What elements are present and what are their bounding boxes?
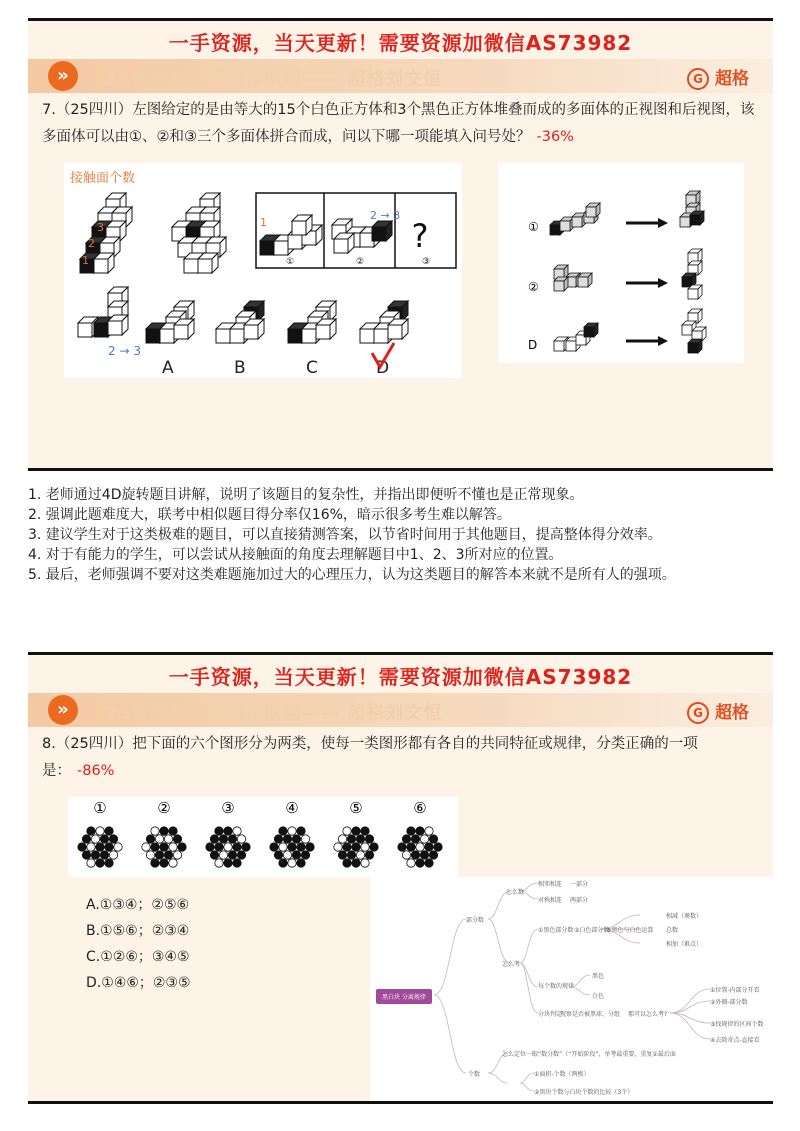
black-dot xyxy=(96,859,104,867)
black-dot xyxy=(274,835,282,843)
black-dot xyxy=(178,843,186,851)
chevron-right-icon: » xyxy=(48,61,78,91)
white-dot xyxy=(114,843,122,851)
figure-label: ⑥ xyxy=(413,799,427,817)
white-dot xyxy=(96,827,104,835)
black-dot xyxy=(283,835,291,843)
figure-label: ② xyxy=(157,799,171,817)
slide-header xyxy=(28,59,773,93)
black-dot xyxy=(416,827,424,835)
black-dot xyxy=(297,827,305,835)
original-arrow: 2 → 3 xyxy=(108,344,141,358)
row1-label: ① xyxy=(528,220,539,234)
black-dot xyxy=(151,859,159,867)
figure-label: ④ xyxy=(285,799,299,817)
black-dot xyxy=(402,835,410,843)
black-dot xyxy=(411,851,419,859)
answer-options xyxy=(86,892,191,996)
white-dot xyxy=(407,859,415,867)
slide-header-title: 25省考超大杯图推刷题—— 超格刘文恒 xyxy=(104,69,443,90)
white-dot xyxy=(233,827,241,835)
black-dot xyxy=(352,859,360,867)
option-d[interactable]: D.①④⑥；②③⑤ xyxy=(86,975,191,991)
black-dot xyxy=(420,851,428,859)
black-dot xyxy=(398,843,406,851)
option-b-figure xyxy=(216,301,264,343)
white-dot xyxy=(224,843,232,851)
white-dot xyxy=(416,843,424,851)
note-item: 3. 建议学生对于这类极难的题目，可以直接猜测答案，以节省时间用于其他题目，提高整体得分效率。 xyxy=(28,527,662,543)
black-dot xyxy=(151,843,159,851)
black-dot xyxy=(210,851,218,859)
back-view xyxy=(172,193,226,273)
black-dot xyxy=(361,827,369,835)
question-mark: ? xyxy=(411,217,429,255)
black-dot xyxy=(109,835,117,843)
white-dot xyxy=(142,843,150,851)
brand-logo: G 超格 xyxy=(687,698,749,724)
black-dot xyxy=(169,827,177,835)
black-dot xyxy=(292,835,300,843)
black-dot xyxy=(434,843,442,851)
slide-question-8 xyxy=(28,652,773,1104)
white-dot xyxy=(343,827,351,835)
black-dot xyxy=(210,835,218,843)
piece2-arrow: 2 → 3 xyxy=(370,209,401,222)
brand-logo: G 超格 xyxy=(687,64,749,90)
black-dot xyxy=(352,827,360,835)
black-dot xyxy=(100,835,108,843)
black-dot xyxy=(407,827,415,835)
white-dot xyxy=(164,835,172,843)
black-dot xyxy=(297,843,305,851)
black-dot xyxy=(160,827,168,835)
figure-label: ③ xyxy=(221,799,235,817)
slide-header-title: 25省考超大杯图推刷题—— 超格刘文恒 xyxy=(104,703,443,724)
black-dot xyxy=(233,843,241,851)
label-3: 3 xyxy=(97,221,104,234)
white-dot xyxy=(173,851,181,859)
black-dot xyxy=(411,835,419,843)
black-dot xyxy=(365,851,373,859)
chevron-right-icon: » xyxy=(48,695,78,725)
white-dot xyxy=(151,827,159,835)
black-dot xyxy=(347,851,355,859)
white-dot xyxy=(91,835,99,843)
option-d-label: D xyxy=(376,358,390,378)
brand-g-icon: G xyxy=(687,68,709,90)
white-dot xyxy=(146,851,154,859)
black-dot xyxy=(100,851,108,859)
black-dot xyxy=(407,843,415,851)
black-dot xyxy=(356,835,364,843)
annotation-contact-faces: 接触面个数 xyxy=(70,171,136,186)
option-c-figure xyxy=(288,301,336,343)
black-dot xyxy=(270,843,278,851)
white-dot xyxy=(283,851,291,859)
option-d-figure xyxy=(360,301,408,343)
svg-text:③: ③ xyxy=(421,257,431,267)
rowd-label: D xyxy=(528,338,538,352)
white-dot xyxy=(288,827,296,835)
white-dot xyxy=(215,859,223,867)
label-2: 2 xyxy=(88,237,95,250)
black-dot xyxy=(274,851,282,859)
black-dot xyxy=(242,843,250,851)
cube-drawings xyxy=(64,163,462,378)
black-dot xyxy=(215,827,223,835)
white-dot xyxy=(169,859,177,867)
option-b[interactable]: B.①⑤⑥；②③④ xyxy=(86,923,190,939)
white-dot xyxy=(420,835,428,843)
mind-map-root: 黑白块 分离规律 xyxy=(376,989,432,1004)
black-dot xyxy=(429,851,437,859)
black-dot xyxy=(365,835,373,843)
label-1: 1 xyxy=(82,254,89,267)
question-text: 8.（25四川）把下面的六个图形分为两类，使每一类图形都有各自的共同特征或规律，分类正确的一项是： -86% xyxy=(42,736,698,779)
decomposition-drawings xyxy=(498,163,744,363)
black-dot xyxy=(416,859,424,867)
black-dot xyxy=(105,827,113,835)
slide-question-7 xyxy=(28,18,773,471)
white-dot xyxy=(87,843,95,851)
black-dot xyxy=(425,843,433,851)
black-dot xyxy=(288,843,296,851)
white-dot xyxy=(425,827,433,835)
row2-label: ② xyxy=(528,280,539,294)
option-b-label: B xyxy=(234,358,246,378)
white-dot xyxy=(338,835,346,843)
black-dot xyxy=(160,859,168,867)
black-dot xyxy=(96,843,104,851)
promo-banner: 一手资源，当天更新！需要资源加微信AS73982 xyxy=(168,31,633,55)
question-text: 7.（25四川）左图给定的是由等大的15个白色正方体和3个黑色正方体堆叠而成的多面体的正视图和后视图，该多面体可以由①、②和③三个多面体拼合而成，问以下哪一项能填入问号处？ -36% xyxy=(42,102,755,145)
option-a-label: A xyxy=(162,358,174,378)
score-rate: -86% xyxy=(77,763,115,779)
white-dot xyxy=(361,843,369,851)
black-dot xyxy=(164,851,172,859)
cube-figure-panel xyxy=(64,163,462,378)
black-dot xyxy=(105,859,113,867)
black-dot xyxy=(429,835,437,843)
white-dot xyxy=(288,859,296,867)
black-dot xyxy=(160,843,168,851)
option-a-figure xyxy=(146,301,194,343)
dot-cluster-figures xyxy=(68,797,458,877)
white-dot xyxy=(356,851,364,859)
white-dot xyxy=(279,843,287,851)
svg-text:①: ① xyxy=(285,257,295,267)
mind-map-panel: 黑白块 分离规律 部分数 怎么数 相邻相连 一部分 对称相连 两部分 怎么考 ①黑色部分数 ②白色部分数 ③黑色与白色运算 相减（奥数） 总数 相加（难点） 每个数的规律 黑色 白色 分块判定 观察是否被黑球、分组 那可以怎么考? ①位置-内部分开看 ②外圈-部分数 ③找规律的区间个数 ④去除奇点-直接看 个数 怎么定位 一眼“数分数”（“开始阶段”，单考最重要，重复①最后面 ①面积-个数（两极） ②黑块个数与白块个数的比较（3个） xyxy=(370,877,773,1101)
black-dot xyxy=(105,843,113,851)
black-dot xyxy=(82,835,90,843)
option-a[interactable]: A.①③④；②⑤⑥ xyxy=(86,897,190,913)
black-dot xyxy=(224,859,232,867)
black-dot xyxy=(206,843,214,851)
black-dot xyxy=(237,851,245,859)
black-dot xyxy=(87,827,95,835)
black-dot xyxy=(306,843,314,851)
note-item: 1. 老师通过4D旋转题目讲解，说明了该题目的复杂性，并指出即便听不懂也是正常现象。 xyxy=(28,487,584,503)
promo-banner: 一手资源，当天更新！需要资源加微信AS73982 xyxy=(168,665,633,689)
lecture-notes xyxy=(28,485,778,585)
white-dot xyxy=(155,835,163,843)
white-dot xyxy=(219,851,227,859)
black-dot xyxy=(215,843,223,851)
option-original xyxy=(78,287,128,337)
figure-label: ① xyxy=(93,799,107,817)
white-dot xyxy=(87,859,95,867)
black-dot xyxy=(224,827,232,835)
black-dot xyxy=(228,835,236,843)
black-dot xyxy=(82,851,90,859)
black-dot xyxy=(425,859,433,867)
white-dot xyxy=(301,835,309,843)
option-c-label: C xyxy=(306,358,318,378)
note-item: 4. 对于有能力的学生，可以尝试从接触面的角度去理解题目中1、2、3所对应的位置。 xyxy=(28,547,563,563)
black-dot xyxy=(292,851,300,859)
black-dot xyxy=(173,835,181,843)
option-c[interactable]: C.①②⑥；③④⑤ xyxy=(86,949,190,965)
brand-g-icon: G xyxy=(687,702,709,724)
black-dot xyxy=(343,843,351,851)
slide-header xyxy=(28,693,773,727)
svg-text:②: ② xyxy=(355,257,365,267)
black-dot xyxy=(155,851,163,859)
black-dot xyxy=(347,835,355,843)
white-dot xyxy=(109,851,117,859)
black-dot xyxy=(228,851,236,859)
white-dot xyxy=(237,835,245,843)
black-dot xyxy=(78,843,86,851)
note-item: 2. 强调此题难度大，联考中相似题目得分率仅16%，暗示很多考生难以解答。 xyxy=(28,507,511,523)
black-dot xyxy=(219,835,227,843)
black-dot xyxy=(146,835,154,843)
black-dot xyxy=(352,843,360,851)
decomposition-panel xyxy=(498,163,744,363)
black-dot xyxy=(338,851,346,859)
black-dot xyxy=(279,859,287,867)
figure-label: ⑤ xyxy=(349,799,363,817)
six-figures-panel xyxy=(68,797,458,877)
white-dot xyxy=(402,851,410,859)
black-dot xyxy=(279,827,287,835)
white-dot xyxy=(361,859,369,867)
piece1-label: 1 xyxy=(260,216,267,229)
white-dot xyxy=(334,843,342,851)
black-dot xyxy=(343,859,351,867)
black-dot xyxy=(91,851,99,859)
score-rate: -36% xyxy=(536,129,574,145)
black-dot xyxy=(301,851,309,859)
black-dot xyxy=(233,859,241,867)
white-dot xyxy=(169,843,177,851)
note-item: 5. 最后，老师强调不要对这类难题施加过大的心理压力，认为这类题目的解答本来就不是所有人的强项。 xyxy=(28,567,676,583)
black-dot xyxy=(297,859,305,867)
black-dot xyxy=(370,843,378,851)
